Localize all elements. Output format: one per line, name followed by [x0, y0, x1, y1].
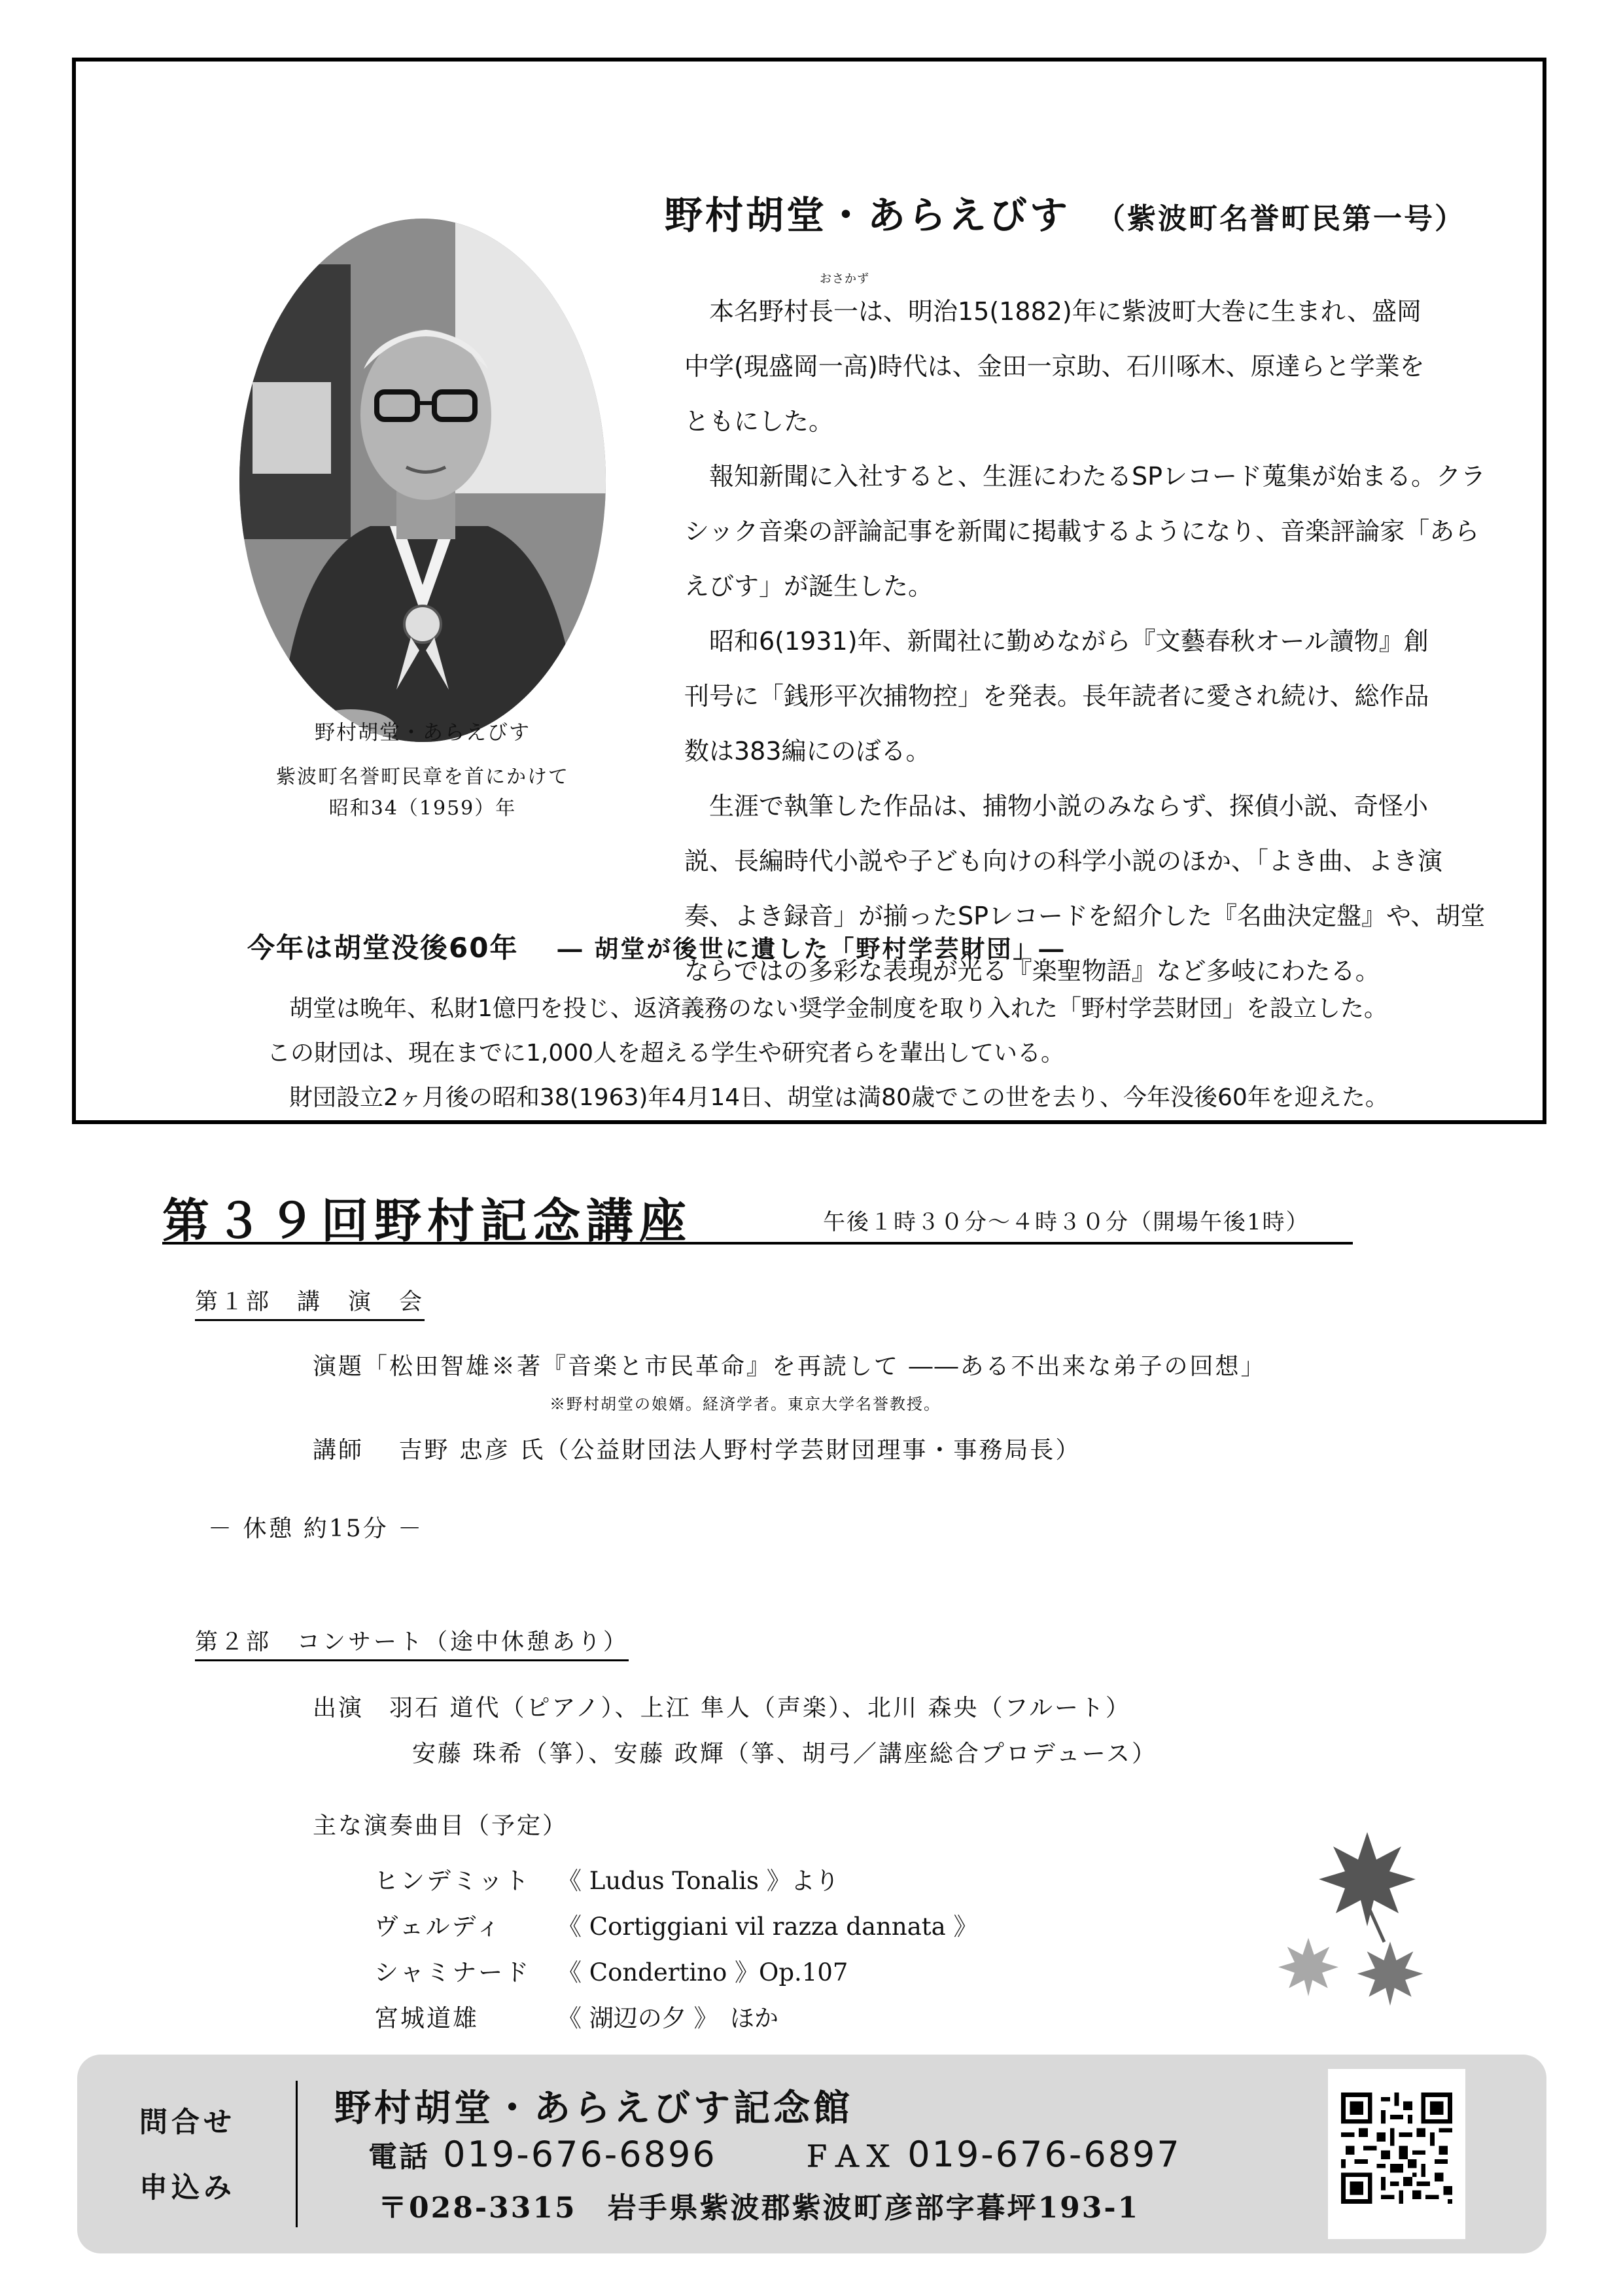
bio-paragraph — [684, 449, 1528, 614]
bio-title-main: 野村胡堂・あらえびす — [665, 193, 1071, 238]
program-composer: ヴェルディ — [374, 1913, 502, 1941]
portrait-photo — [239, 219, 606, 742]
museum-name: 野村胡堂・あらえびす記念館 — [334, 2087, 853, 2130]
bio-line: 本名野村長一は、明治15(1882)年に紫波町大巻に生まれ、盛岡 — [709, 297, 1422, 326]
bio-line: シック音楽の評論記事を新聞に掲載するようになり、音楽評論家「あら — [684, 517, 1480, 546]
phone-row — [368, 2133, 1181, 2175]
program-item — [374, 1861, 839, 1896]
bio-line: 刊号に「銭形平次捕物控」を発表。長年読者に愛され続け、総作品 — [684, 682, 1429, 711]
program-composer: ヒンデミット — [374, 1867, 531, 1895]
tel-number[interactable]: 019-676-6896 — [443, 2134, 717, 2175]
lecture-header — [162, 1183, 1353, 1248]
bio-title-sub: （紫波町名誉町民第一号） — [1096, 202, 1466, 236]
bio-text — [684, 284, 1528, 998]
bio-line: 報知新聞に入社すると、生涯にわたるSPレコード蒐集が始まる。クラ — [709, 462, 1486, 491]
bio-line: 生涯で執筆した作品は、捕物小説のみならず、探偵小説、奇怪小 — [709, 792, 1428, 821]
tel-label: 電話 — [368, 2140, 430, 2174]
maple-leaves-icon — [1269, 1829, 1439, 2019]
bio-line: 昭和6(1931)年、新聞社に勤めながら『文藝春秋オール讀物』創 — [709, 627, 1429, 656]
bio-paragraph — [684, 614, 1528, 779]
anniversary-line: 胡堂は晩年、私財1億円を投じ、返済義務のない奨学金制度を取り入れた「野村学芸財団」を設立した。 — [289, 995, 1387, 1022]
anniversary-text — [247, 987, 1595, 1120]
break-notice: － 休憩 約15分 － — [208, 1515, 424, 1542]
photo-caption-line2: 昭和34（1959）年 — [328, 797, 517, 820]
bio-title — [665, 185, 1465, 239]
fax-label: ＦＡＸ — [802, 2140, 895, 2174]
fax-number: 019-676-6897 — [907, 2134, 1181, 2175]
program-item — [374, 1907, 977, 1942]
address: 〒028-3315 岩手県紫波郡紫波町彦部字暮坪193-1 — [378, 2191, 1140, 2225]
program-item — [374, 1998, 778, 2034]
part1-heading: 第１部 講 演 会 — [195, 1284, 425, 1321]
bio-line: 説、長編時代小説や子ども向けの科学小説のほか、「よき曲、よき演 — [684, 847, 1443, 875]
contact-labels — [139, 2090, 236, 2221]
program-title: 《 Condertino 》Op.107 — [557, 1958, 848, 1987]
part2-heading: 第２部 コンサート（途中休憩あり） — [195, 1624, 629, 1661]
program-composer: シャミナード — [374, 1958, 531, 1987]
photo-caption-line1: 紫波町名誉町民章を首にかけて — [276, 766, 569, 788]
divider — [296, 2081, 298, 2227]
performers-line2: 安藤 珠希（箏）、安藤 政輝（箏、胡弓／講座総合プロデュース） — [412, 1740, 1158, 1767]
anniversary-heading-main: 今年は胡堂没後60年 — [247, 932, 519, 964]
topic-footnote: ※野村胡堂の娘婿。経済学者。東京大学名誉教授。 — [550, 1395, 941, 1413]
anniversary-line: 財団設立2ヶ月後の昭和38(1963)年4月14日、胡堂は満80歳でこの世を去り、今年没後60年を迎えた。 — [289, 1084, 1389, 1111]
lecture-topic: 演題「松田智雄※著『音楽と市民革命』を再読して ――ある不出来な弟子の回想」 — [313, 1353, 1266, 1380]
lecture-title: 第３９回野村記念講座 — [162, 1193, 693, 1248]
bio-line: 数は383編にのぼる。 — [684, 737, 931, 766]
program-title: 《 Cortiggiani vil razza dannata 》 — [557, 1913, 978, 1941]
program-title: 《 湖辺の夕 》 ほか — [557, 2004, 779, 2032]
anniversary-line: この財団は、現在までに1,000人を超える学生や研究者らを輩出している。 — [267, 1040, 1065, 1067]
program-item — [374, 1952, 848, 1988]
program-composer: 宮城道雄 — [374, 2004, 479, 2032]
performers-line1: 出演 羽石 道代（ピアノ）、上江 隼人（声楽）、北川 森央（フルート） — [313, 1695, 1132, 1722]
bio-line: 奏、よき録音」が揃ったSPレコードを紹介した『名曲決定盤』や、胡堂 — [684, 902, 1486, 930]
bio-line: ならではの多彩な表現が光る『楽聖物語』など多岐にわたる。 — [684, 957, 1380, 985]
anniversary-subheading: ― 胡堂が後世に遺した「野村学芸財団」― — [557, 934, 1066, 963]
contact-panel — [77, 2055, 1546, 2253]
program-heading: 主な演奏曲目（予定） — [313, 1812, 568, 1839]
biography-panel — [72, 58, 1546, 1124]
lecture-time: 午後１時３０分～４時３０分（開場午後1時） — [823, 1209, 1310, 1235]
photo-caption-name: 野村胡堂・あらえびす — [315, 721, 531, 745]
anniversary-heading — [247, 927, 1065, 966]
furigana: おさかず — [820, 272, 869, 286]
bio-line: えびす」が誕生した。 — [684, 572, 934, 601]
bio-line: 中学(現盛岡一高)時代は、金田一京助、石川啄木、原達らと学業を — [684, 352, 1425, 381]
qr-code[interactable] — [1328, 2069, 1465, 2239]
program-title: 《 Ludus Tonalis 》より — [557, 1867, 839, 1895]
bio-paragraph — [684, 284, 1528, 449]
bio-line: ともにした。 — [684, 407, 834, 436]
application-label: 申込み — [139, 2172, 236, 2204]
lecture-speaker: 講師 吉野 忠彦 氏（公益財団法人野村学芸財団理事・事務局長） — [313, 1437, 1081, 1464]
inquiry-label: 問合せ — [139, 2106, 236, 2139]
